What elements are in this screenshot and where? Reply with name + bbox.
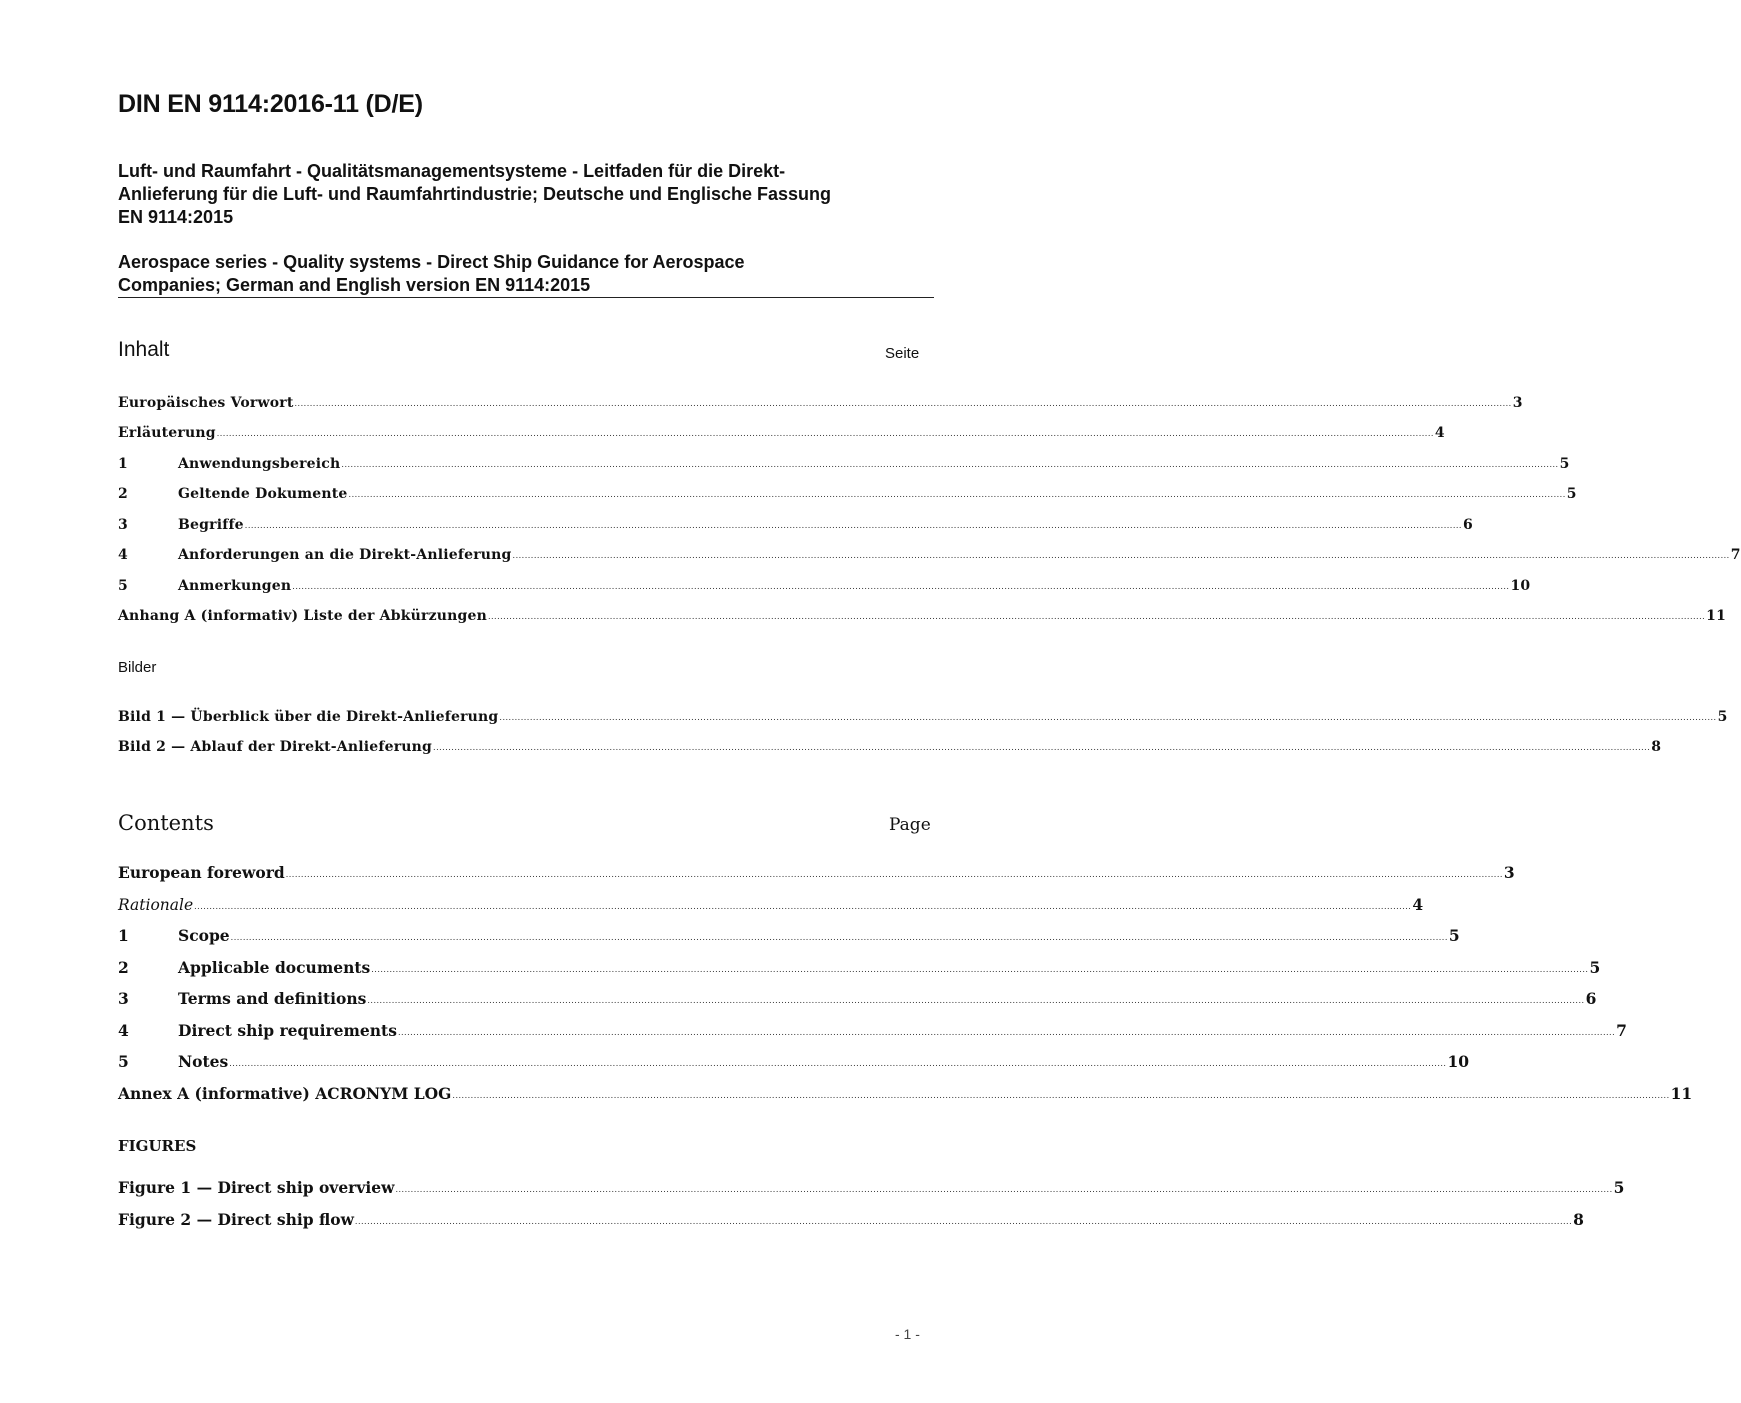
toc-leader-dots: ................................................................................................................................................................................................................................................................................................................................................................................................................ <box>452 1091 1670 1100</box>
toc-entry-title: Erläuterung <box>118 425 216 441</box>
toc-leader-dots: ................................................................................................................................................................................................................................................................................................................................................................................................................ <box>397 1028 1616 1037</box>
toc-entry[interactable] <box>118 425 1445 445</box>
toc-entry[interactable] <box>118 895 1424 915</box>
toc-entry-title: Applicable documents <box>178 958 371 977</box>
figure-entry-title: Bild 1 — Überblick über die Direkt-Anlieferung <box>118 709 499 725</box>
toc-leader-dots: ................................................................................................................................................................................................................................................................................................................................................................................................................ <box>194 902 1412 911</box>
toc-entry-page: 10 <box>1447 1052 1470 1071</box>
toc-entry-page: 3 <box>1512 395 1523 411</box>
toc-entry-title: Europäisches Vorwort <box>118 395 294 411</box>
toc-leader-dots: ................................................................................................................................................................................................................................................................................................................................................................................................................ <box>244 521 1462 530</box>
toc-entry-page: 11 <box>1706 608 1727 624</box>
toc-entry-page: 7 <box>1616 1021 1627 1040</box>
german-title <box>118 160 938 229</box>
toc-entry[interactable] <box>118 456 1570 476</box>
toc-entry-number: 1 <box>118 926 129 945</box>
toc-entry-page: 10 <box>1510 578 1531 594</box>
toc-entry-title: Direct ship requirements <box>178 1021 397 1040</box>
toc-entry-page: 5 <box>1559 456 1570 472</box>
toc-entry-page: 5 <box>1448 926 1460 945</box>
toc-leader-dots: ................................................................................................................................................................................................................................................................................................................................................................................................................ <box>292 582 1510 591</box>
figure-entry-title: Figure 1 — Direct ship overview <box>118 1178 395 1197</box>
toc-entry[interactable] <box>118 517 1473 537</box>
toc-entry-number: 5 <box>118 1052 129 1071</box>
toc-leader-dots: ................................................................................................................................................................................................................................................................................................................................................................................................................ <box>433 743 1651 752</box>
english-title-line: Companies; German and English version EN 9114:2015 <box>118 275 591 295</box>
toc-entry-number: 3 <box>118 989 129 1008</box>
toc-entry-page: 5 <box>1566 486 1577 502</box>
bilder-heading: Bilder <box>118 659 157 676</box>
toc-leader-dots: ................................................................................................................................................................................................................................................................................................................................................................................................................ <box>395 1185 1613 1194</box>
figure-entry[interactable] <box>118 709 1728 729</box>
toc-entry[interactable] <box>118 608 1727 628</box>
toc-leader-dots: ................................................................................................................................................................................................................................................................................................................................................................................................................ <box>371 965 1589 974</box>
toc-entry-number: 4 <box>118 1021 129 1040</box>
toc-entry-page: 6 <box>1585 989 1597 1008</box>
figure-entry-page: 5 <box>1613 1178 1625 1197</box>
toc-entry-title: Anhang A (informativ) Liste der Abkürzungen <box>118 608 487 624</box>
toc-leader-dots: ................................................................................................................................................................................................................................................................................................................................................................................................................ <box>285 870 1503 879</box>
figure-entry-page: 8 <box>1651 739 1662 755</box>
toc-entry-number: 1 <box>118 456 128 472</box>
german-title-line: EN 9114:2015 <box>118 207 234 227</box>
figure-entry-title: Figure 2 — Direct ship flow <box>118 1210 354 1229</box>
toc-entry-title: Begriffe <box>178 517 244 533</box>
toc-entry-page: 11 <box>1670 1084 1693 1103</box>
toc-entry-page: 5 <box>1589 958 1601 977</box>
english-title <box>118 251 938 297</box>
toc-entry[interactable] <box>118 1084 1693 1104</box>
seite-label: Seite <box>885 345 920 362</box>
toc-leader-dots: ................................................................................................................................................................................................................................................................................................................................................................................................................ <box>294 399 1512 408</box>
toc-entry-number: 2 <box>118 486 128 502</box>
figure-entry-page: 5 <box>1717 709 1728 725</box>
document-title: DIN EN 9114:2016-11 (D/E) <box>118 90 423 118</box>
toc-entry[interactable] <box>118 926 1460 946</box>
toc-entry-title: Annex A (informative) ACRONYM LOG <box>118 1084 452 1103</box>
toc-entry-title: Anforderungen an die Direkt-Anlieferung <box>178 547 512 563</box>
figures-heading: FIGURES <box>118 1137 197 1155</box>
toc-entry-title: Anwendungsbereich <box>178 456 341 472</box>
toc-entry-title: Notes <box>178 1052 229 1071</box>
figure-entry[interactable] <box>118 1210 1584 1230</box>
toc-entry-page: 4 <box>1434 425 1445 441</box>
toc-leader-dots: ................................................................................................................................................................................................................................................................................................................................................................................................................ <box>216 429 1434 438</box>
english-title-line: Aerospace series - Quality systems - Direct Ship Guidance for Aerospace <box>118 252 745 272</box>
toc-leader-dots: ................................................................................................................................................................................................................................................................................................................................................................................................................ <box>499 713 1717 722</box>
contents-heading: Contents <box>118 811 214 835</box>
toc-entry-page: 6 <box>1462 517 1473 533</box>
title-rule <box>118 297 934 298</box>
toc-leader-dots: ................................................................................................................................................................................................................................................................................................................................................................................................................ <box>230 933 1448 942</box>
toc-leader-dots: ................................................................................................................................................................................................................................................................................................................................................................................................................ <box>229 1059 1447 1068</box>
toc-entry-title: Terms and definitions <box>178 989 367 1008</box>
toc-entry-number: 5 <box>118 578 128 594</box>
toc-leader-dots: ................................................................................................................................................................................................................................................................................................................................................................................................................ <box>341 460 1559 469</box>
toc-entry-title: Scope <box>178 926 230 945</box>
toc-entry[interactable] <box>118 989 1597 1009</box>
toc-leader-dots: ................................................................................................................................................................................................................................................................................................................................................................................................................ <box>512 551 1730 560</box>
toc-entry[interactable] <box>118 547 1741 567</box>
german-title-line: Anlieferung für die Luft- und Raumfahrtindustrie; Deutsche und Englische Fassung <box>118 184 832 204</box>
figure-entry-page: 8 <box>1573 1210 1584 1229</box>
toc-entry-page: 3 <box>1503 863 1515 882</box>
toc-entry[interactable] <box>118 863 1515 883</box>
page-label: Page <box>889 815 931 835</box>
toc-entry[interactable] <box>118 578 1531 598</box>
toc-leader-dots: ................................................................................................................................................................................................................................................................................................................................................................................................................ <box>367 996 1585 1005</box>
toc-entry[interactable] <box>118 486 1577 506</box>
figure-entry[interactable] <box>118 1178 1625 1198</box>
page-number: - 1 - <box>895 1326 920 1342</box>
toc-entry-number: 4 <box>118 547 128 563</box>
toc-entry-title: Anmerkungen <box>178 578 292 594</box>
toc-leader-dots: ................................................................................................................................................................................................................................................................................................................................................................................................................ <box>348 490 1566 499</box>
toc-entry-number: 2 <box>118 958 129 977</box>
toc-entry-title: Rationale <box>118 896 194 914</box>
figure-entry[interactable] <box>118 739 1662 759</box>
toc-leader-dots: ................................................................................................................................................................................................................................................................................................................................................................................................................ <box>487 612 1706 621</box>
toc-leader-dots: ................................................................................................................................................................................................................................................................................................................................................................................................................ <box>354 1217 1573 1226</box>
toc-entry[interactable] <box>118 1052 1470 1072</box>
figure-entry-title: Bild 2 — Ablauf der Direkt-Anlieferung <box>118 739 433 755</box>
toc-entry[interactable] <box>118 395 1523 415</box>
german-title-line: Luft- und Raumfahrt - Qualitätsmanagementsysteme - Leitfaden für die Direkt- <box>118 161 786 181</box>
toc-entry-title: Geltende Dokumente <box>178 486 348 502</box>
toc-entry-title: European foreword <box>118 863 285 882</box>
toc-entry-page: 7 <box>1730 547 1741 563</box>
toc-entry[interactable] <box>118 1021 1627 1041</box>
toc-entry-number: 3 <box>118 517 128 533</box>
toc-entry-page: 4 <box>1412 895 1424 914</box>
toc-entry[interactable] <box>118 958 1601 978</box>
inhalt-heading: Inhalt <box>118 338 170 361</box>
